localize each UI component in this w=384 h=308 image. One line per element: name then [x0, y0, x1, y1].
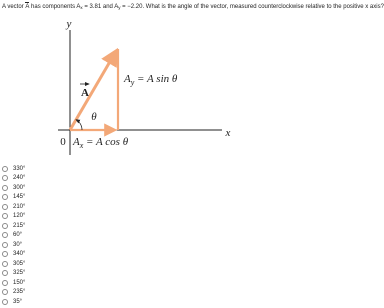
answer-option-label: 325° [13, 270, 26, 277]
answer-option[interactable] [2, 164, 82, 174]
radio-button[interactable] [2, 213, 8, 219]
radio-button[interactable] [2, 204, 8, 210]
answer-option-label: 235° [13, 289, 26, 296]
radio-button[interactable] [2, 175, 8, 181]
answer-option-label: 210° [13, 203, 26, 210]
answer-option[interactable] [2, 297, 82, 307]
answer-option-label: 340° [13, 251, 26, 258]
radio-button[interactable] [2, 232, 8, 238]
answer-option-label: 330° [13, 165, 26, 172]
answer-option-label: 150° [13, 279, 26, 286]
answer-option[interactable] [2, 288, 82, 298]
radio-button[interactable] [2, 185, 8, 191]
answer-option-label: 120° [13, 213, 26, 220]
question-mid1: has components A [31, 4, 81, 10]
question-sub-y: y [118, 5, 121, 10]
answer-option-label: 60° [13, 232, 23, 239]
answer-options [2, 164, 82, 307]
question-sub-x: x [80, 5, 83, 10]
x-axis-label: x [225, 127, 231, 139]
radio-button[interactable] [2, 270, 8, 276]
answer-option-label: 300° [13, 184, 26, 191]
vector-a-symbol: A [25, 4, 30, 10]
question-suffix: = −2.20. What is the angle of the vector, measured counterclockwise relative to the positive x axis? [120, 4, 384, 10]
radio-button[interactable] [2, 223, 8, 229]
answer-option[interactable] [2, 183, 82, 193]
radio-button[interactable] [2, 261, 8, 267]
question-prefix: A vector [2, 4, 24, 10]
y-axis-label: y [66, 18, 72, 30]
vector-a-label: A [81, 87, 89, 99]
answer-option[interactable] [2, 259, 82, 269]
answer-option[interactable] [2, 221, 82, 231]
answer-option-label: 30° [13, 241, 23, 248]
answer-option[interactable] [2, 240, 82, 250]
radio-button[interactable] [2, 251, 8, 257]
answer-option[interactable] [2, 231, 82, 241]
answer-option[interactable] [2, 174, 82, 184]
answer-option-label: 240° [13, 175, 26, 182]
answer-option[interactable] [2, 278, 82, 288]
origin-label: 0 [60, 136, 66, 148]
radio-button[interactable] [2, 280, 8, 286]
theta-label: θ [91, 111, 97, 123]
question-mid2: = 3.81 and A [82, 4, 119, 10]
radio-button[interactable] [2, 299, 8, 305]
answer-option-label: 145° [13, 194, 26, 201]
radio-button[interactable] [2, 166, 8, 172]
ax-equation-label: $A_x = A$ cos θ [73, 136, 129, 150]
answer-option[interactable] [2, 202, 82, 212]
ay-equation-label: $A_y = A$ sin θ [124, 73, 178, 87]
vector-diagram [0, 0, 350, 160]
answer-option[interactable] [2, 269, 82, 279]
answer-option[interactable] [2, 250, 82, 260]
answer-option-label: 35° [13, 298, 23, 305]
radio-button[interactable] [2, 289, 8, 295]
answer-option[interactable] [2, 212, 82, 222]
answer-option-label: 305° [13, 260, 26, 267]
radio-button[interactable] [2, 242, 8, 248]
answer-option-label: 215° [13, 222, 26, 229]
answer-option[interactable] [2, 193, 82, 203]
radio-button[interactable] [2, 194, 8, 200]
